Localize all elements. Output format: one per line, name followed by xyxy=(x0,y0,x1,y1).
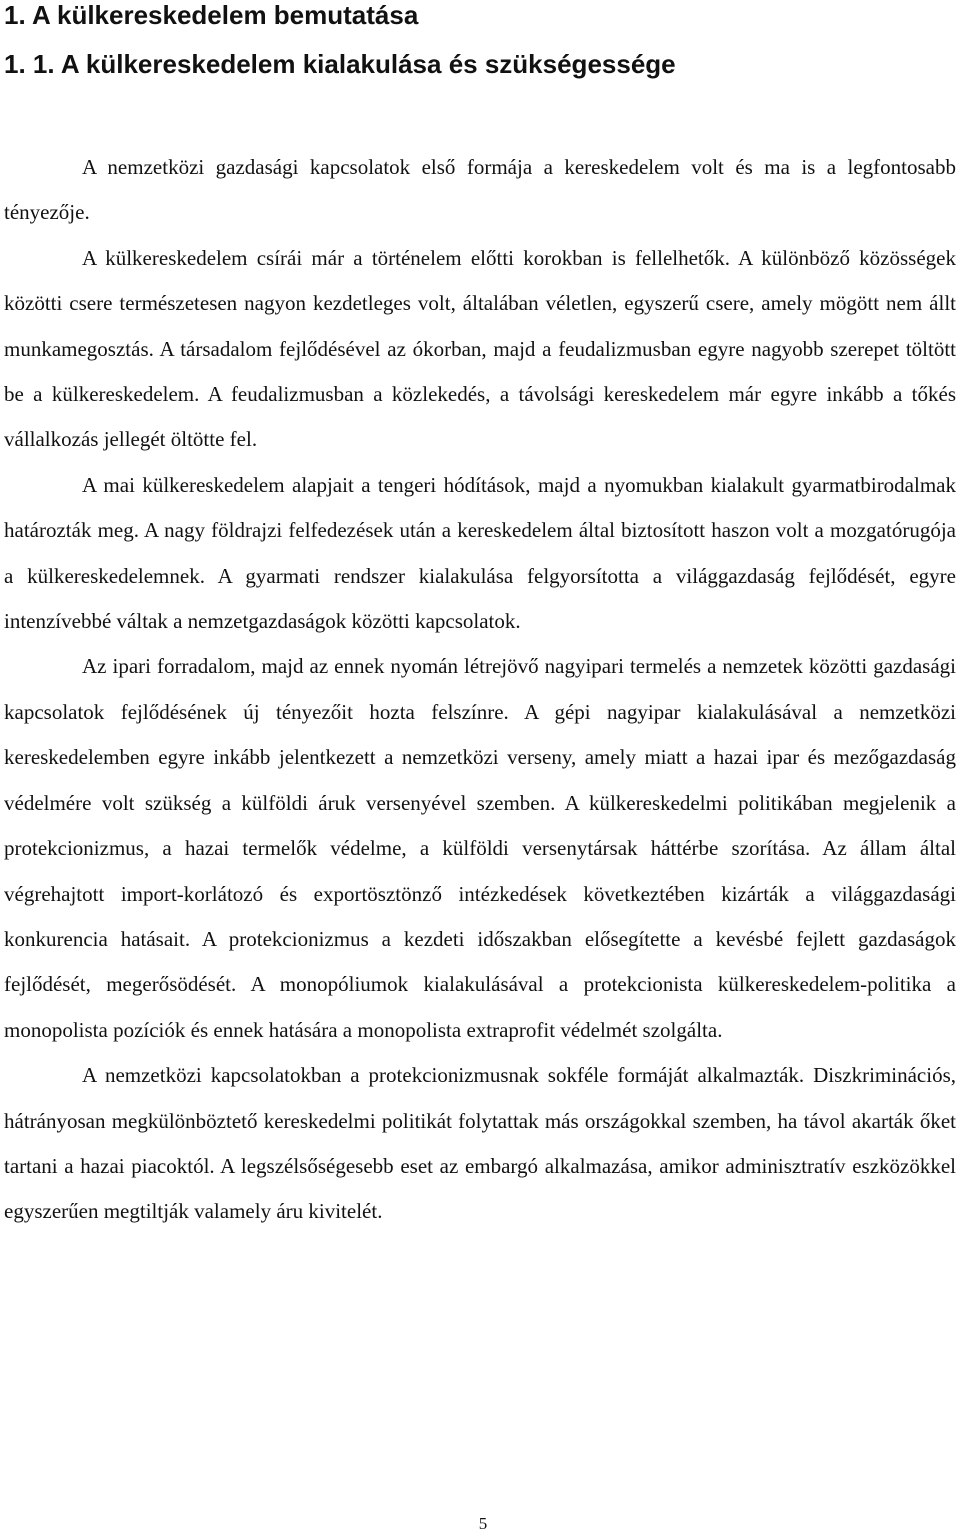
page-number: 5 xyxy=(478,1514,488,1533)
paragraph-2: A külkereskedelem csírái már a történelem előtti korokban is fellelhetők. A különböző közösségek közötti csere természetesen nagyon kezdetleges volt, általában véletlen, egyszerű csere, amely mögött nem állt munkamegosztás. A társadalom fejlődésével az ókorban, majd a feudalizmusban egyre nagyobb szerepet töltött be a külkereskedelem. A feudalizmusban a közlekedés, a távolsági kereskedelem már egyre inkább a tőkés vállalkozás jellegét öltötte fel. xyxy=(4,245,956,452)
paragraph-4: Az ipari forradalom, majd az ennek nyomán létrejövő nagyipari termelés a nemzetek közötti gazdasági kapcsolatok fejlődésének új tényezőit hozta felszínre. A gépi nagyipar kialakulásával a nemzetközi kereskedelemben egyre inkább jelentkezett a nemzetközi verseny, amely miatt a hazai ipar és mezőgazdaság védelmére volt szükség a külföldi áruk versenyével szemben. A külkereskedelmi politikában megjelenik a protekcionizmus, a hazai termelők védelme, a külföldi versenytársak háttérbe szorítása. Az állam által végrehajtott import-korlátozó és exportösztönző intézkedések következtében kizárták a világgazdasági konkurencia hatásait. A protekcionizmus a kezdeti időszakban elősegítette a kevésbé fejlett gazdaságok fejlődését, megerősödését. A monopóliumok kialakulásával a protekcionista külkereskedelem-politika a monopolista pozíciók és ennek hatására a monopolista extraprofit védelmét szolgálta. xyxy=(4,654,956,1042)
chapter-heading: 1. A külkereskedelem bemutatása xyxy=(4,0,419,30)
body-text xyxy=(4,145,956,1235)
paragraph-1: A nemzetközi gazdasági kapcsolatok első formája a kereskedelem volt és ma is a legfontosabb tényezője. xyxy=(4,155,956,225)
paragraph-5: A nemzetközi kapcsolatokban a protekcionizmusnak sokféle formáját alkalmazták. Diszkriminációs, hátrányosan megkülönböztető kereskedelmi politikát folytattak más országokkal szemben, ha távol akarták őket tartani a hazai piacoktól. A legszélsőségesebb eset az embargó alkalmazása, amikor adminisztratív eszközökkel egyszerűen megtiltják valamely áru kivitelét. xyxy=(4,1063,956,1224)
paragraph-3: A mai külkereskedelem alapjait a tengeri hódítások, majd a nyomukban kialakult gyarmatbirodalmak határozták meg. A nagy földrajzi felfedezések után a kereskedelem által biztosított haszon volt a mozgatórugója a külkereskedelemnek. A gyarmati rendszer kialakulása felgyorsította a világgazdaság fejlődését, egyre intenzívebbé váltak a nemzetgazdaságok közötti kapcsolatok. xyxy=(4,472,956,634)
section-heading: 1. 1. A külkereskedelem kialakulása és szükségessége xyxy=(4,49,676,79)
